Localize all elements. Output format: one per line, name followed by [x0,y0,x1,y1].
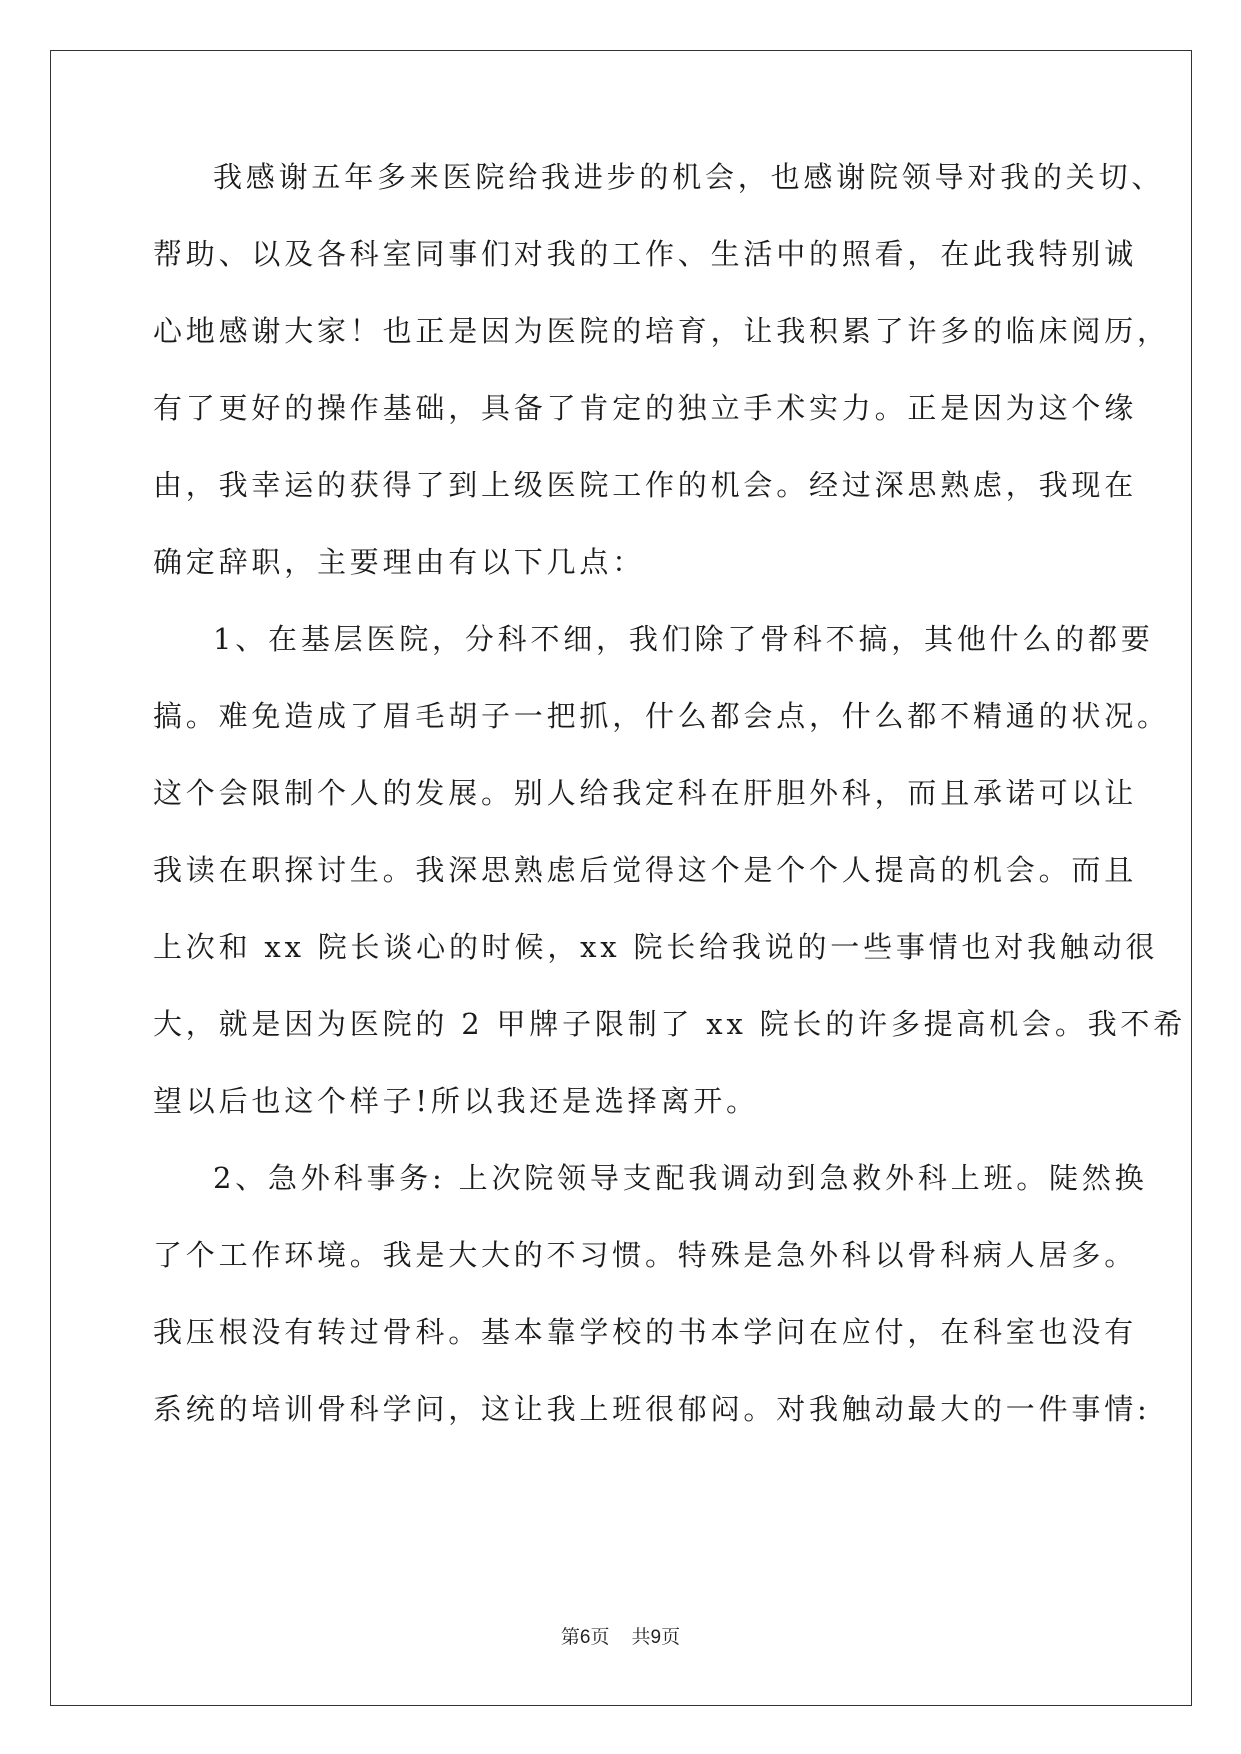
text-line: 望以后也这个样子!所以我还是选择离开。 [153,1084,759,1118]
text-line: 大，就是因为医院的 2 甲牌子限制了 xx 院长的许多提高机会。我不希 [153,1007,1187,1041]
page-suffix: 页 [590,1626,610,1648]
total-pages: 9 [650,1627,662,1648]
text-line: 1、在基层医院，分科不细，我们除了骨科不搞，其他什么的都要 [213,622,1154,656]
total-prefix: 共 [631,1626,651,1648]
text-line: 2、急外科事务: 上次院领导支配我调动到急救外科上班。陡然换 [213,1161,1148,1195]
text-line: 有了更好的操作基础，具备了肯定的独立手术实力。正是因为这个缘 [153,391,1138,425]
total-suffix: 页 [661,1626,681,1648]
text-line: 确定辞职，主要理由有以下几点： [153,545,646,579]
text-line: 上次和 xx 院长谈心的时候，xx 院长给我说的一些事情也对我触动很 [153,930,1159,964]
page-footer [0,1622,1241,1649]
text-line: 我压根没有转过骨科。基本靠学校的书本学问在应付，在科室也没有 [153,1315,1138,1349]
text-line: 搞。难免造成了眉毛胡子一把抓，什么都会点，什么都不精通的状况。 [153,699,1170,733]
text-line: 帮助、以及各科室同事们对我的工作、生活中的照看，在此我特别诚 [153,237,1138,271]
text-line: 我感谢五年多来医院给我进步的机会，也感谢院领导对我的关切、 [213,160,1165,194]
text-line: 我读在职探讨生。我深思熟虑后觉得这个是个个人提高的机会。而且 [153,853,1138,887]
document-body [153,152,1187,1461]
text-line: 系统的培训骨科学问，这让我上班很郁闷。对我触动最大的一件事情: [153,1392,1151,1426]
text-line: 了个工作环境。我是大大的不习惯。特殊是急外科以骨科病人居多。 [153,1238,1138,1272]
page-number: 6 [579,1627,591,1648]
text-line: 这个会限制个人的发展。别人给我定科在肝胆外科，而且承诺可以让 [153,776,1138,810]
text-line: 心地感谢大家！也正是因为医院的培育，让我积累了许多的临床阅历， [153,314,1170,348]
text-line: 由，我幸运的获得了到上级医院工作的机会。经过深思熟虑，我现在 [153,468,1138,502]
page-prefix: 第 [560,1626,580,1648]
